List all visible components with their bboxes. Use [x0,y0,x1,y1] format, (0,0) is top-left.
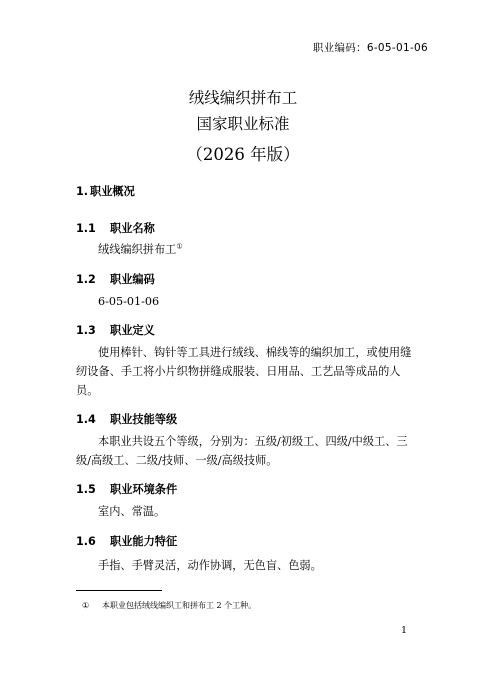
section-body-1-6: 手指、手臂灵活，动作协调，无色盲、色弱。 [98,559,322,572]
section-number: 1.4 [76,413,96,426]
title-edition: （2026 年版） [186,145,300,164]
occupation-code-header: 职业编码：6-05-01-06 [312,42,428,54]
section-heading-1-3 [76,322,155,338]
section-number: 1.1 [76,222,96,235]
section-number: 1.3 [76,324,96,337]
section-number: 1.2 [76,273,96,286]
section-title: 职业概况 [90,185,135,198]
section-heading-1 [76,183,135,199]
section-title: 职业名称 [110,222,155,235]
section-heading-1-2 [76,271,155,287]
section-body-1-1 [98,240,440,259]
section-heading-1-4 [76,411,177,427]
section-title: 职业定义 [110,324,155,337]
footnote-reference: ① [176,242,183,251]
section-title: 职业技能等级 [110,413,178,426]
footnote-text: 本职业包括绒线编织工和拼布工 2 个工种。 [102,601,257,610]
occupation-name-text: 绒线编织拼布工 [98,243,177,256]
page-number: 1 [401,625,408,636]
footnote-mark: ① [82,601,90,610]
section-number: 1.5 [76,483,96,496]
section-number: 1.6 [76,535,96,548]
section-body-1-4: 本职业共设五个等级，分别为：五级/初级工、四级/中级工、三级/高级工、二级/技师、一级/高级技师。 [76,435,408,467]
title-occupation-name: 绒线编织拼布工 [188,89,298,107]
section-body-1-3: 使用棒针、钩针等工具进行绒线、棉线等的编织加工，或使用缝纫设备、手工将小片织物拼缝成服装、日用品、工艺品等成品的人员。 [76,346,412,397]
footnote [82,600,256,611]
section-title: 职业编码 [110,273,155,286]
section-body-1-2: 6-05-01-06 [98,295,160,308]
footnote-separator [76,590,162,591]
section-title: 职业环境条件 [110,483,178,496]
section-heading-1-1 [76,220,155,236]
section-heading-1-6 [76,533,177,549]
title-standard: 国家职业标准 [196,115,290,133]
section-title: 职业能力特征 [110,535,178,548]
section-heading-1-5 [76,481,177,497]
section-body-1-5: 室内、常温。 [98,505,166,518]
section-number: 1. [76,185,89,198]
